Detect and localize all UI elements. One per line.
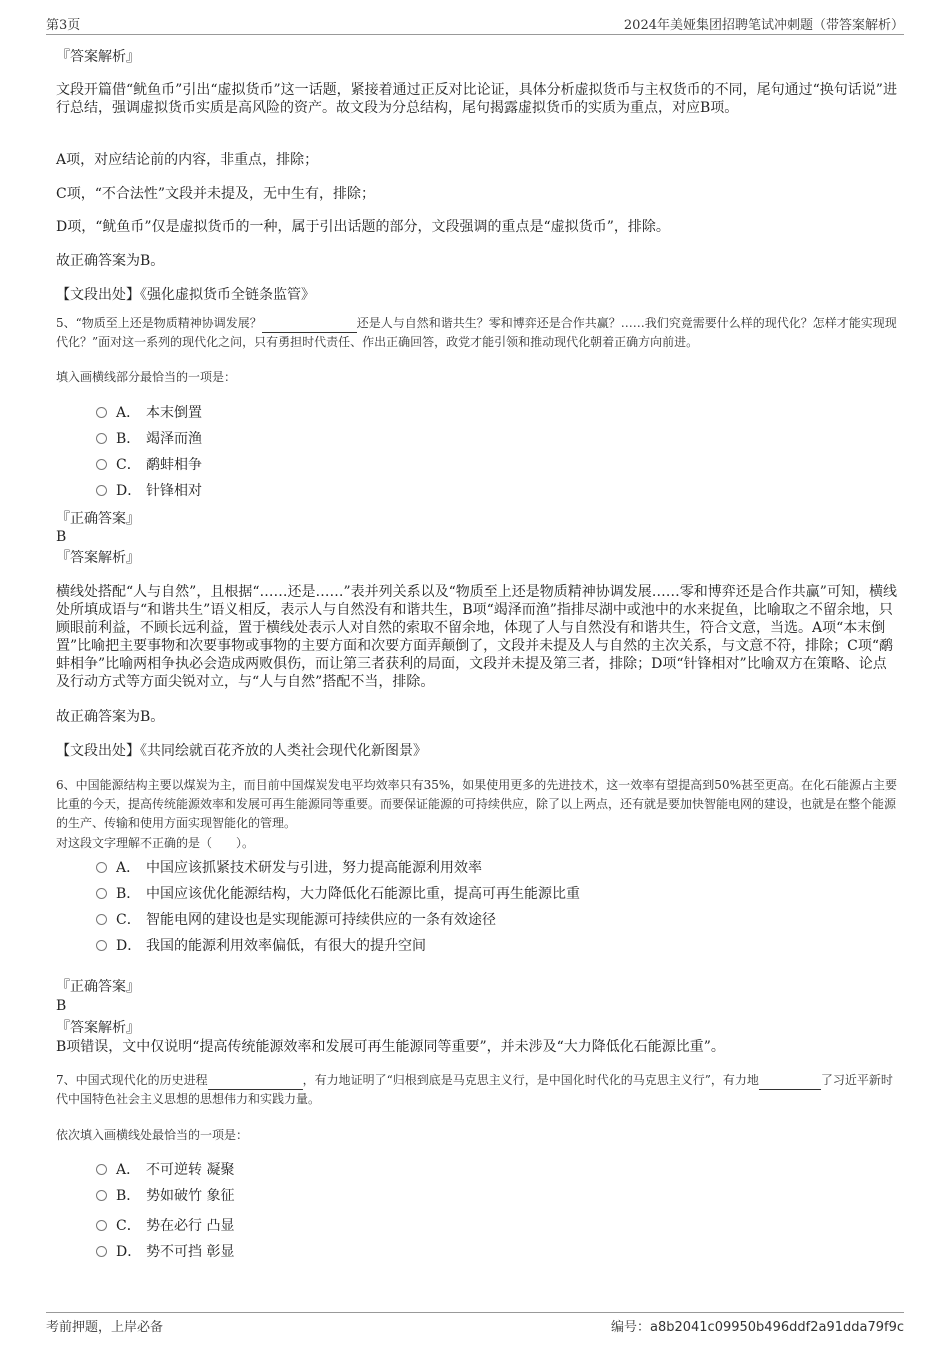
radio-icon[interactable] <box>96 407 107 418</box>
q4-source: 【文段出处】《强化虚拟货币全链条监管》 <box>56 287 315 303</box>
q5-option-c[interactable]: C． 鹬蚌相争 <box>96 455 202 475</box>
q7-option-b[interactable]: B． 势如破竹 象征 <box>96 1186 234 1206</box>
q4-option-d-note: D项，“鱿鱼币”仅是虚拟货币的一种，属于引出话题的部分，文段强调的重点是“虚拟货币”，排除。 <box>56 219 670 235</box>
q7-option-a[interactable]: A． 不可逆转 凝聚 <box>96 1160 234 1180</box>
q7-option-c[interactable]: C． 势在必行 凸显 <box>96 1216 234 1236</box>
q5-option-b[interactable]: B． 竭泽而渔 <box>96 429 202 449</box>
q5-option-a[interactable]: A． 本末倒置 <box>96 403 202 423</box>
q6-prompt: 对这段文字理解不正确的是（ ）。 <box>56 836 255 850</box>
q4-conclusion: 故正确答案为B。 <box>56 253 165 269</box>
q7-blank-1 <box>208 1089 303 1090</box>
radio-icon[interactable] <box>96 1164 107 1175</box>
q6-option-a[interactable]: A． 中国应该抓紧技术研发与引进，努力提高能源利用效率 <box>96 858 482 878</box>
q6-answer: B <box>56 998 67 1014</box>
page-number: 第3页 <box>46 18 81 33</box>
radio-icon[interactable] <box>96 914 107 925</box>
q7-stem <box>56 1071 900 1109</box>
q7-stem-c: 了习近平新时代中国特色社会主义思想的思想伟力和实践力量。 <box>56 1073 893 1106</box>
q4-option-a-note: A项，对应结论前的内容，非重点，排除； <box>56 152 319 168</box>
q7-stem-b: ，有力地证明了“归根到底是马克思主义行，是中国化时代化的马克思主义行”，有力地 <box>302 1073 759 1087</box>
q5-stem <box>56 314 900 352</box>
q5-stem-a: 5、“物质至上还是物质精神协调发展？ <box>56 316 262 330</box>
footer-slogan: 考前押题，上岸必备 <box>46 1320 164 1335</box>
q7-option-d[interactable]: D． 势不可挡 彰显 <box>96 1242 234 1262</box>
radio-icon[interactable] <box>96 1246 107 1257</box>
q7-stem-a: 7、中国式现代化的历史进程 <box>56 1073 208 1087</box>
q5-conclusion: 故正确答案为B。 <box>56 709 165 725</box>
footer-code-value: a8b2041c09950b496ddf2a91dda79f9c <box>649 1320 904 1335</box>
radio-icon[interactable] <box>96 459 107 470</box>
q5-source: 【文段出处】《共同绘就百花齐放的人类社会现代化新图景》 <box>56 743 427 759</box>
q5-answer: B <box>56 529 67 545</box>
page-header <box>46 14 904 35</box>
footer-code <box>611 1316 904 1335</box>
q5-stem-b: 还是人与自然和谐共生？零和博弈还是合作共赢？……我们究竟需要什么样的现代化？怎样才能实现现代化？”面对这一系列的现代化之问，只有勇担时代责任、作出正确回答，政党才能引领和推动现代化朝着正确方向前进。 <box>56 316 897 349</box>
q5-analysis: 横线处搭配“人与自然”，且根据“……还是……”表并列关系以及“物质至上还是物质精神协调发展……零和博弈还是合作共赢”可知，横线处所填成语与“和谐共生”语义相反，表示人与自然没有和谐共生，B项“竭泽而渔”指排尽湖中或池中的水来捉鱼，比喻取之不留余地，只顾眼前利益，不顾长远利益，置于横线处表示人对自然的索取不留余地，体现了人与自然没有和谐共生，符合文意，当选。A项“本末倒置”比喻把主要事物和次要事物或事物的主要方面和次要方面弄颠倒了，文段并未提及人与自然的主次关系，与文意不符，排除；C项“鹬蚌相争”比喻两相争执必会造成两败俱伤，而让第三者获利的局面，文段并未提及第三者，排除；D项“针锋相对”比喻双方在策略、论点及行动方式等方面尖锐对立，与“人与自然”搭配不当，排除。 <box>56 584 897 690</box>
radio-icon[interactable] <box>96 888 107 899</box>
document-title: 2024年美娅集团招聘笔试冲刺题（带答案解析） <box>623 18 904 33</box>
radio-icon[interactable] <box>96 940 107 951</box>
q5-blank <box>262 332 357 333</box>
radio-icon[interactable] <box>96 1190 107 1201</box>
q7-prompt: 依次填入画横线处最恰当的一项是： <box>56 1128 249 1142</box>
radio-icon[interactable] <box>96 862 107 873</box>
footer-code-label: 编号： <box>610 1320 650 1335</box>
q5-answer-title: 『正确答案』 <box>56 511 140 527</box>
radio-icon[interactable] <box>96 1220 107 1231</box>
q6-analysis: B项错误，文中仅说明“提高传统能源效率和发展可再生能源同等重要”，并未涉及“大力降低化石能源比重”。 <box>56 1039 725 1055</box>
q5-prompt: 填入画横线部分最恰当的一项是： <box>56 370 237 384</box>
q6-option-d[interactable]: D． 我国的能源利用效率偏低，有很大的提升空间 <box>96 936 426 956</box>
q4-option-c-note: C项，“不合法性”文段并未提及，无中生有，排除； <box>56 186 376 202</box>
q6-stem: 6、中国能源结构主要以煤炭为主，而目前中国煤炭发电平均效率只有35%，如果使用更多的先进技术，这一效率有望提高到50%甚至更高。在化石能源占主要比重的今天，提高传统能源效率和发展可再生能源同等重要。而要保证能源的可持续供应，除了以上两点，还有就是要加快智能电网的建设，也就是在整个能源的生产、传输和使用方面实现智能化的管理。 <box>56 778 897 830</box>
q6-option-c[interactable]: C． 智能电网的建设也是实现能源可持续供应的一条有效途径 <box>96 910 496 930</box>
q4-analysis-para: 文段开篇借“鱿鱼币”引出“虚拟货币”这一话题，紧接着通过正反对比论证，具体分析虚拟货币与主权货币的不同，尾句通过“换句话说”进行总结，强调虚拟货币实质是高风险的资产。故文段为分总结构，尾句揭露虚拟货币的实质为重点，对应B项。 <box>56 82 897 116</box>
radio-icon[interactable] <box>96 485 107 496</box>
q6-option-b[interactable]: B． 中国应该优化能源结构，大力降低化石能源比重，提高可再生能源比重 <box>96 884 580 904</box>
radio-icon[interactable] <box>96 433 107 444</box>
q6-answer-title: 『正确答案』 <box>56 979 140 995</box>
page-footer <box>46 1312 904 1338</box>
q5-option-d[interactable]: D． 针锋相对 <box>96 481 202 501</box>
q5-analysis-title: 『答案解析』 <box>56 550 140 566</box>
q7-blank-2 <box>759 1089 821 1090</box>
q4-analysis-title: 『答案解析』 <box>56 49 140 65</box>
q6-analysis-title: 『答案解析』 <box>56 1020 140 1036</box>
